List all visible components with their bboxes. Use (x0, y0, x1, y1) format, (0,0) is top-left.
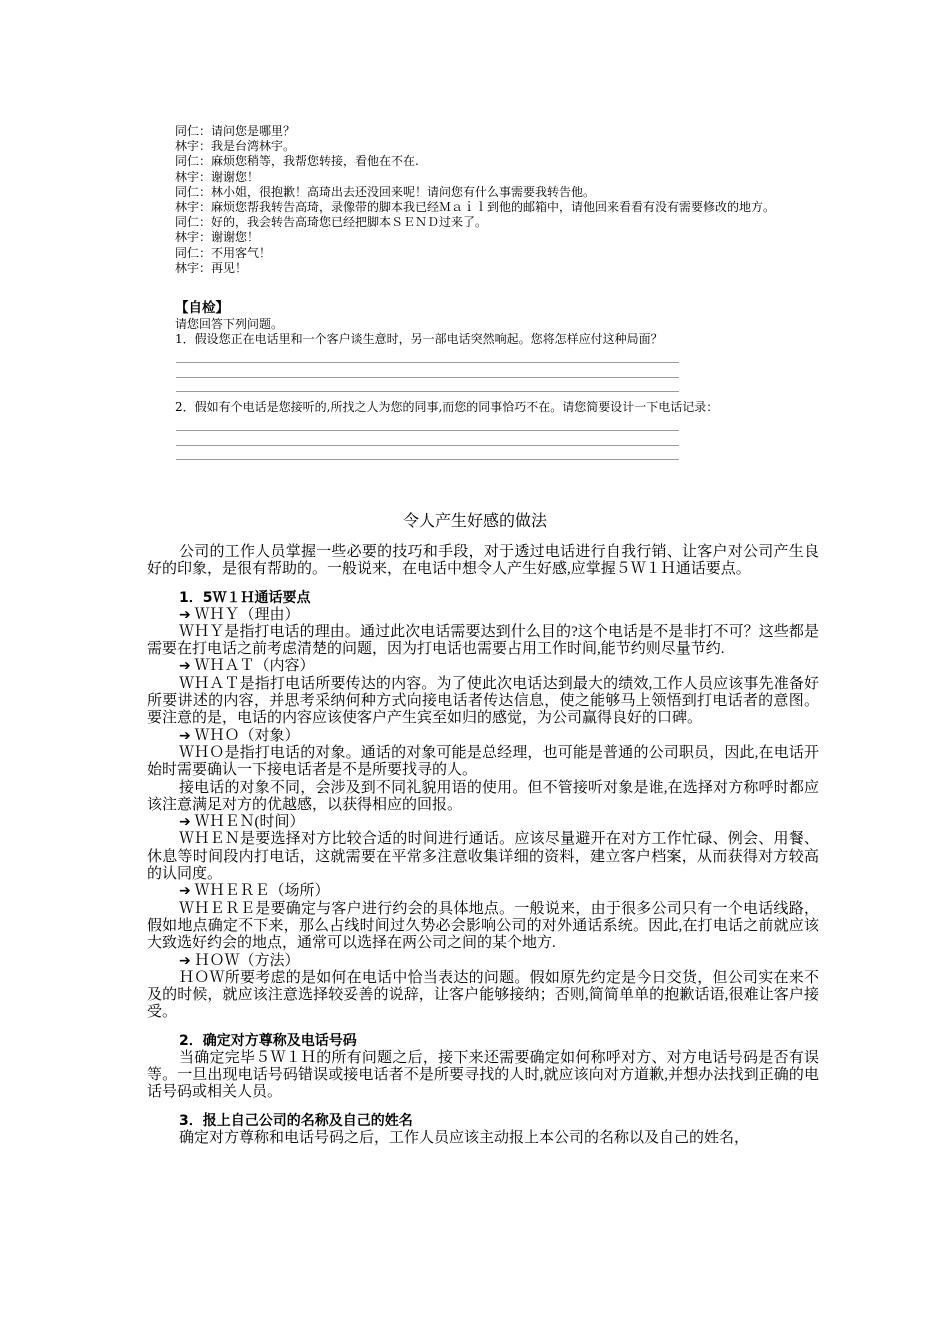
what-paragraph: ＷＨＡＴ是指打电话所要传达的内容。为了使此次电话达到最大的绩效,工作人员应该事先准备好所要讲述的内容，并思考采纳何种方式向接电话者传达信息，使之能够马上领悟到打电话者的意图。要注意的是，电话的内容应该使客户产生宾至如归的感觉，为公司赢得良好的口碑。 (147, 675, 819, 727)
dialogue-line: 同仁：请问您是哪里？ (175, 124, 296, 138)
arrow-right-icon: ➔ (179, 658, 191, 675)
why-heading (147, 607, 819, 624)
where-heading (147, 883, 819, 900)
section-2-heading: 2．确定对方尊称及电话号码 (179, 1032, 357, 1049)
dialogue-line: 同仁：林小姐，很抱歉！高琦出去还没回来呢！请问您有什么事需要我转告他。 (175, 184, 596, 199)
self-check-intro: 请您回答下列问题。 (175, 317, 284, 331)
why-heading-text: ＷＨＹ（理由） (194, 606, 300, 623)
what-heading (147, 658, 819, 675)
what-heading-text: ＷＨＡＴ（内容） (194, 658, 315, 675)
how-paragraph: ＨＯＷ所要考虑的是如何在电话中恰当表达的问题。假如原先约定是今日交货，但公司实在来不及的时候，就应该注意选择较妥善的说辞，让客户能够接纳；否则,简简单单的抱歉话语,很难让客户接受。 (147, 969, 819, 1021)
arrow-right-icon: ➔ (179, 883, 191, 900)
dialogue-line: 同仁：好的，我会转告高琦您已经把脚本ＳＥＮＤ过来了。 (175, 215, 488, 230)
section-3-paragraph: 确定对方尊称和电话号码之后，工作人员应该主动报上本公司的名称以及自己的姓名， (179, 1129, 750, 1146)
article-body (147, 544, 819, 1147)
self-check-section (147, 300, 817, 460)
who-heading (147, 728, 819, 745)
arrow-right-icon: ➔ (179, 814, 191, 831)
how-heading (147, 953, 819, 970)
dialogue-line: 林宇：我是台湾林宇。 (175, 139, 296, 154)
why-paragraph: ＷＨＹ是指打电话的理由。通过此次电话需要达到什么目的?这个电话是不是非打不可？这些都是需要在打电话之前考虑清楚的问题，因为打电话也需要占用工作时间,能节约则尽量节约. (147, 623, 819, 658)
question-2: 2．假如有个电话是您接听的,所找之人为您的同事,而您的同事恰巧不在。请您简要设计一下电话记录： (175, 400, 719, 415)
section-3-heading: 3．报上自己公司的名称及自己的姓名 (179, 1112, 413, 1129)
section-2-paragraph: 当确定完毕５Ｗ１Ｈ的所有问题之后，接下来还需要确定如何称呼对方、对方电话号码是否有误等。一旦出现电话号码错误或接电话者不是所要寻找的人时,就应该向对方道歉,并想办法找到正确的电话号码或相关人员。 (147, 1049, 819, 1101)
who-paragraph-2: 接电话的对象不同，会涉及到不同礼貌用语的使用。但不管接听对象是谁,在选择对方称呼时都应该注意满足对方的优越感，以获得相应的回报。 (147, 779, 819, 813)
section-1-heading: 1．5Ｗ１Ｈ通话要点 (179, 589, 311, 606)
dialogue-line: 林宇：再见！ (175, 260, 248, 275)
dialogue-line: 林宇：谢谢您！ (175, 230, 260, 245)
how-heading-text: ＨＯＷ（方法） (194, 952, 300, 969)
dialogue-line: 同仁：麻烦您稍等，我帮您转接，看他在不在. (175, 154, 419, 169)
where-paragraph: ＷＨＥＲＥ是要确定与客户进行约会的具体地点。一般说来，由于很多公司只有一个电话线路，假如地点确定不下来，那么占线时间过久势必会影响公司的对外通话系统。因此,在打电话之前就应该大致选好约会的地点，通常可以选择在两公司之间的某个地方. (147, 900, 819, 952)
arrow-right-icon: ➔ (179, 952, 191, 969)
article-title: 令人产生好感的做法 (402, 511, 547, 530)
dialogue-line: 林宇：谢谢您！ (175, 169, 260, 184)
self-check-title: 【自检】 (175, 300, 229, 316)
when-heading (147, 814, 819, 831)
question-1: 1．假设您正在电话里和一个客户谈生意时，另一部电话突然响起。您将怎样应付这种局面？ (175, 332, 663, 347)
arrow-right-icon: ➔ (179, 606, 191, 623)
dialogue-line: 同仁：不用客气！ (175, 245, 272, 260)
answer-line[interactable] (176, 459, 679, 460)
dialogue-line: 林宇：麻烦您帮我转告高琦，录像带的脚本我已经Ｍａｉｌ到他的邮箱中，请他回来看看有没有需要修改的地方。 (175, 200, 776, 215)
who-heading-text: ＷＨＯ（对象） (194, 727, 300, 744)
intro-paragraph: 公司的工作人员掌握一些必要的技巧和手段，对于透过电话进行自我行销、让客户对公司产生良好的印象，是很有帮助的。一般说来，在电话中想令人产生好感,应掌握５Ｗ１Ｈ通话要点。 (147, 544, 819, 578)
where-heading-text: ＷＨＥＲＥ（场所） (194, 883, 330, 900)
arrow-right-icon: ➔ (179, 727, 191, 744)
phone-dialogue (147, 124, 817, 276)
when-paragraph: ＷＨＥＮ是要选择对方比较合适的时间进行通话。应该尽量避开在对方工作忙碌、例会、用餐、休息等时间段内打电话，这就需要在平常多注意收集详细的资料，建立客户档案，从而获得对方较高的认同度。 (147, 831, 819, 883)
when-heading-text: ＷＨＥＮ(时间） (194, 814, 305, 831)
who-paragraph: ＷＨＯ是指打电话的对象。通话的对象可能是总经理，也可能是普通的公司职员，因此,在电话开始时需要确认一下接电话者是不是所要找寻的人。 (147, 744, 819, 779)
